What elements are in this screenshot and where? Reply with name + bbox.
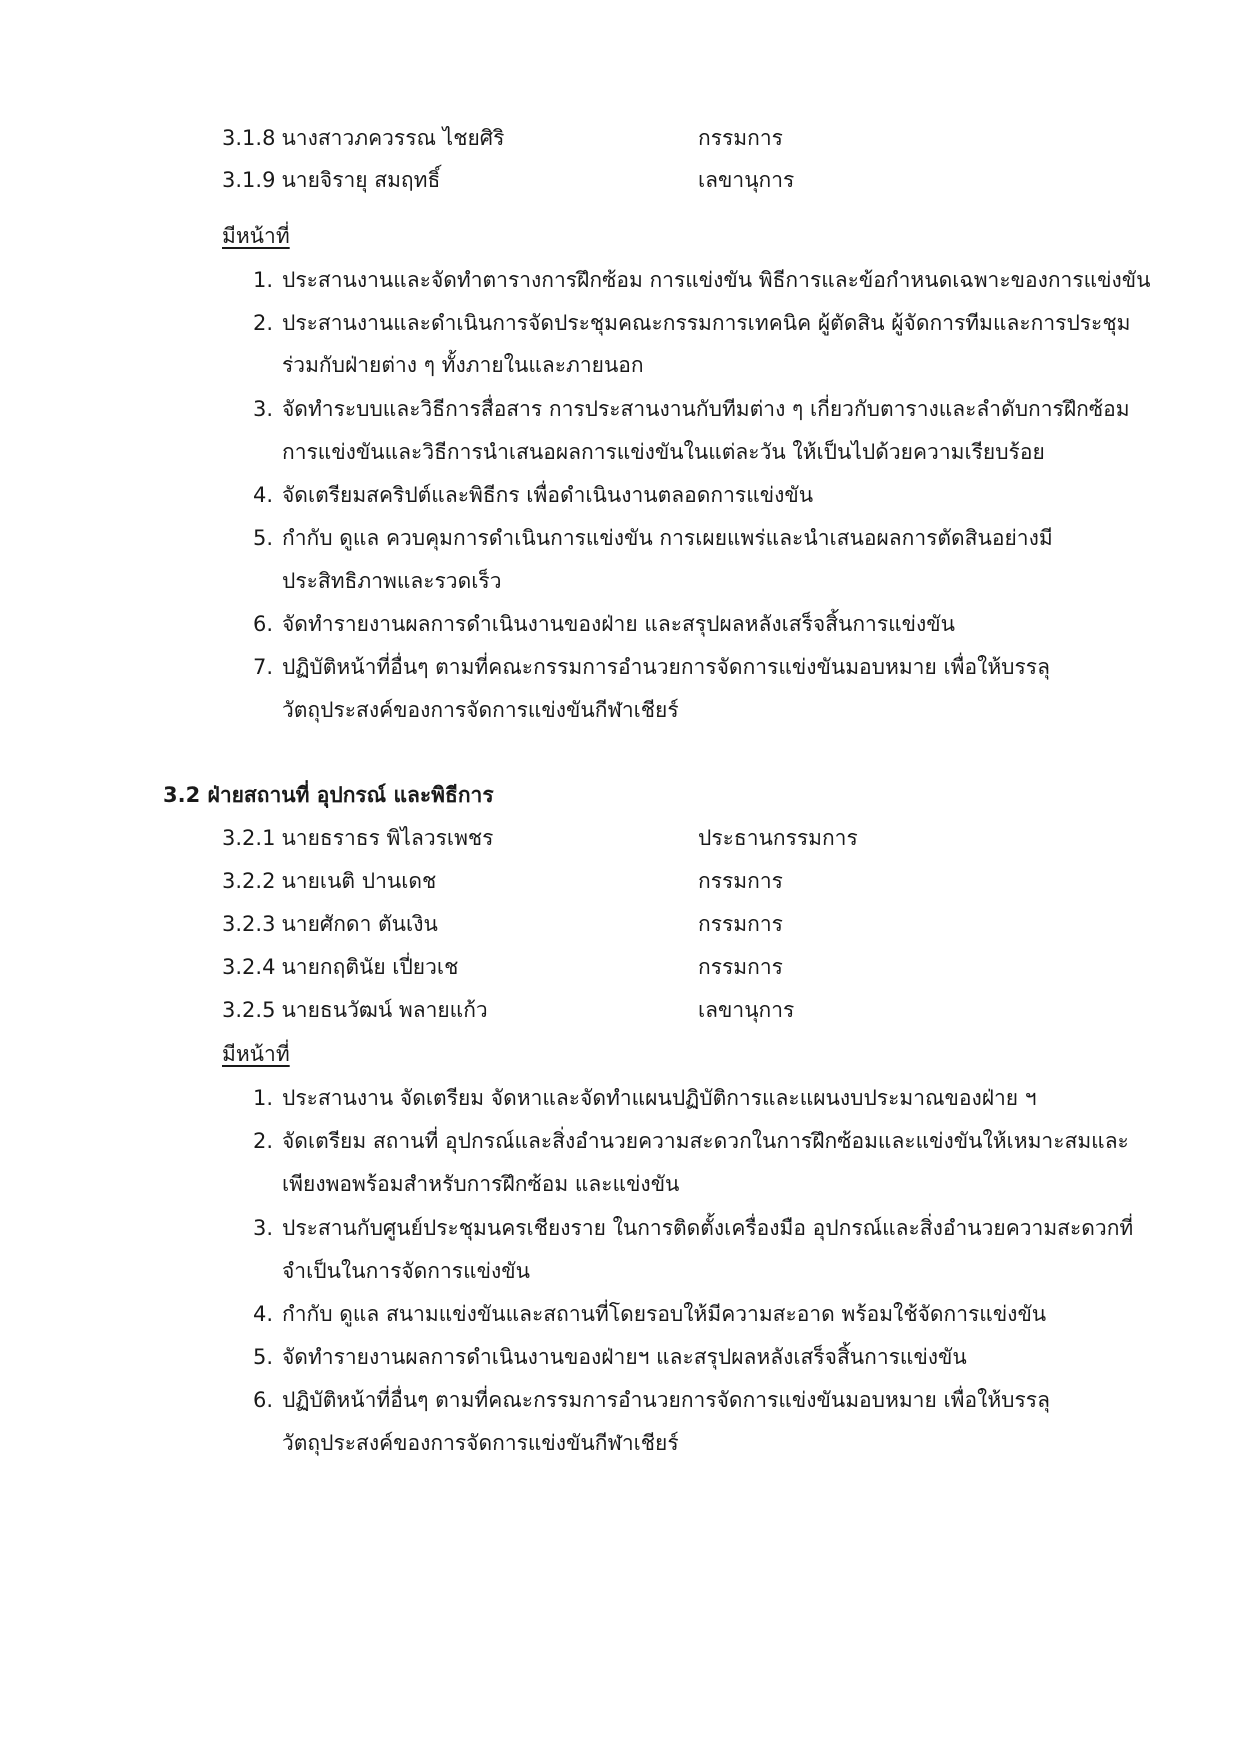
member-name: นายจิรายุ สมฤทธิ์: [281, 168, 441, 192]
member-row: [222, 822, 1122, 854]
duties-heading: มีหน้าที่: [222, 1042, 290, 1066]
duty-text: ประสานงาน จัดเตรียม จัดหาและจัดทำแผนปฏิบัติการและแผนงบประมาณของฝ่าย ฯ: [282, 1086, 1037, 1110]
duty-text: จัดทำรายงานผลการดำเนินงานของฝ่ายฯ และสรุปผลหลังเสร็จสิ้นการแข่งขัน: [282, 1345, 967, 1369]
duty-text: ปฏิบัติหน้าที่อื่นๆ ตามที่คณะกรรมการอำนวยการจัดการแข่งขันมอบหมาย เพื่อให้บรรลุ: [282, 655, 1050, 679]
duty-text: ประสานกับศูนย์ประชุมนครเชียงราย ในการติดตั้งเครื่องมือ อุปกรณ์และสิ่งอำนวยความสะดวกที่: [282, 1216, 1134, 1240]
section-title: 3.2 ฝ่ายสถานที่ อุปกรณ์ และพิธีการ: [163, 783, 494, 807]
duty-item: [253, 522, 1053, 554]
duty-item: [253, 393, 1130, 425]
member-row: [222, 994, 1122, 1026]
duty-text: จัดเตรียมสคริปต์และพิธีกร เพื่อดำเนินงานตลอดการแข่งขัน: [282, 483, 814, 507]
duty-item: [253, 1212, 1133, 1244]
duty-text-continued: วัตถุประสงค์ของการจัดการแข่งขันกีฬาเชียร์: [282, 698, 679, 722]
member-number: 3.2.4: [222, 955, 276, 979]
member-row: [222, 951, 1122, 983]
duty-item: [253, 608, 955, 640]
member-name: นางสาวภควรรณ ไชยศิริ: [281, 126, 505, 150]
member-name: นายเนติ ปานเดช: [281, 869, 437, 893]
duty-number: 5.: [253, 1345, 274, 1369]
duty-number: 2.: [253, 311, 274, 335]
duty-number: 5.: [253, 526, 274, 550]
duty-item: [253, 264, 1150, 296]
duty-text-continued: เพียงพอพร้อมสำหรับการฝึกซ้อม และแข่งขัน: [282, 1172, 680, 1196]
duty-text-continued: ร่วมกับฝ่ายต่าง ๆ ทั้งภายในและภายนอก: [282, 353, 644, 377]
duty-text: กำกับ ดูแล ควบคุมการดำเนินการแข่งขัน การเผยแพร่และนำเสนอผลการตัดสินอย่างมี: [282, 526, 1053, 550]
duty-item: [253, 1125, 1129, 1157]
member-name: นายธนวัฒน์ พลายแก้ว: [281, 998, 488, 1022]
duties-heading: มีหน้าที่: [222, 224, 290, 248]
duty-item: [253, 479, 813, 511]
member-name: นายธราธร พิไลวรเพชร: [281, 826, 494, 850]
duty-number: 6.: [253, 612, 274, 636]
member-row: [222, 908, 1122, 940]
member-role: กรรมการ: [698, 869, 783, 893]
member-number: 3.2.3: [222, 912, 276, 936]
duty-text: จัดทำรายงานผลการดำเนินงานของฝ่าย และสรุปผลหลังเสร็จสิ้นการแข่งขัน: [282, 612, 955, 636]
duty-text-continued: วัตถุประสงค์ของการจัดการแข่งขันกีฬาเชียร์: [282, 1431, 679, 1455]
member-role: กรรมการ: [698, 126, 783, 150]
duty-item: [253, 307, 1130, 339]
member-role: กรรมการ: [698, 912, 783, 936]
member-row: [222, 865, 1122, 897]
duty-text-continued: การแข่งขันและวิธีการนำเสนอผลการแข่งขันในแต่ละวัน ให้เป็นไปด้วยความเรียบร้อย: [282, 440, 1045, 464]
duty-number: 4.: [253, 483, 274, 507]
duty-item: [253, 1384, 1050, 1416]
member-row: [222, 164, 1122, 196]
duty-number: 1.: [253, 1086, 274, 1110]
member-number: 3.2.1: [222, 826, 276, 850]
duty-number: 7.: [253, 655, 274, 679]
duty-text: จัดทำระบบและวิธีการสื่อสาร การประสานงานกับทีมต่าง ๆ เกี่ยวกับตารางและลำดับการฝึกซ้อม: [282, 397, 1130, 421]
duty-text: ประสานงานและจัดทำตารางการฝึกซ้อม การแข่งขัน พิธีการและข้อกำหนดเฉพาะของการแข่งขัน: [282, 268, 1151, 292]
duty-item: [253, 651, 1050, 683]
member-name: นายศักดา ตันเงิน: [281, 912, 438, 936]
duty-item: [253, 1341, 967, 1373]
duty-text: จัดเตรียม สถานที่ อุปกรณ์และสิ่งอำนวยความสะดวกในการฝึกซ้อมและแข่งขันให้เหมาะสมและ: [282, 1129, 1129, 1153]
member-role: เลขานุการ: [698, 998, 795, 1022]
member-name: นายกฤตินัย เปี่ยวเช: [281, 955, 459, 979]
member-row: [222, 122, 1122, 154]
duty-text-continued: จำเป็นในการจัดการแข่งขัน: [282, 1259, 530, 1283]
duty-number: 6.: [253, 1388, 274, 1412]
duty-number: 1.: [253, 268, 274, 292]
member-role: เลขานุการ: [698, 168, 795, 192]
duty-number: 3.: [253, 1216, 274, 1240]
member-number: 3.2.5: [222, 998, 276, 1022]
duty-number: 3.: [253, 397, 274, 421]
duty-item: [253, 1082, 1037, 1114]
duty-number: 2.: [253, 1129, 274, 1153]
duty-text-continued: ประสิทธิภาพและรวดเร็ว: [282, 569, 502, 593]
member-number: 3.2.2: [222, 869, 276, 893]
member-role: ประธานกรรมการ: [698, 826, 858, 850]
duty-text: ประสานงานและดำเนินการจัดประชุมคณะกรรมการเทคนิค ผู้ตัดสิน ผู้จัดการทีมและการประชุม: [282, 311, 1131, 335]
duty-number: 4.: [253, 1302, 274, 1326]
member-number: 3.1.8: [222, 126, 276, 150]
duty-text: ปฏิบัติหน้าที่อื่นๆ ตามที่คณะกรรมการอำนวยการจัดการแข่งขันมอบหมาย เพื่อให้บรรลุ: [282, 1388, 1050, 1412]
duty-text: กำกับ ดูแล สนามแข่งขันและสถานที่โดยรอบให้มีความสะอาด พร้อมใช้จัดการแข่งขัน: [282, 1302, 1047, 1326]
member-role: กรรมการ: [698, 955, 783, 979]
member-number: 3.1.9: [222, 168, 276, 192]
duty-item: [253, 1298, 1046, 1330]
